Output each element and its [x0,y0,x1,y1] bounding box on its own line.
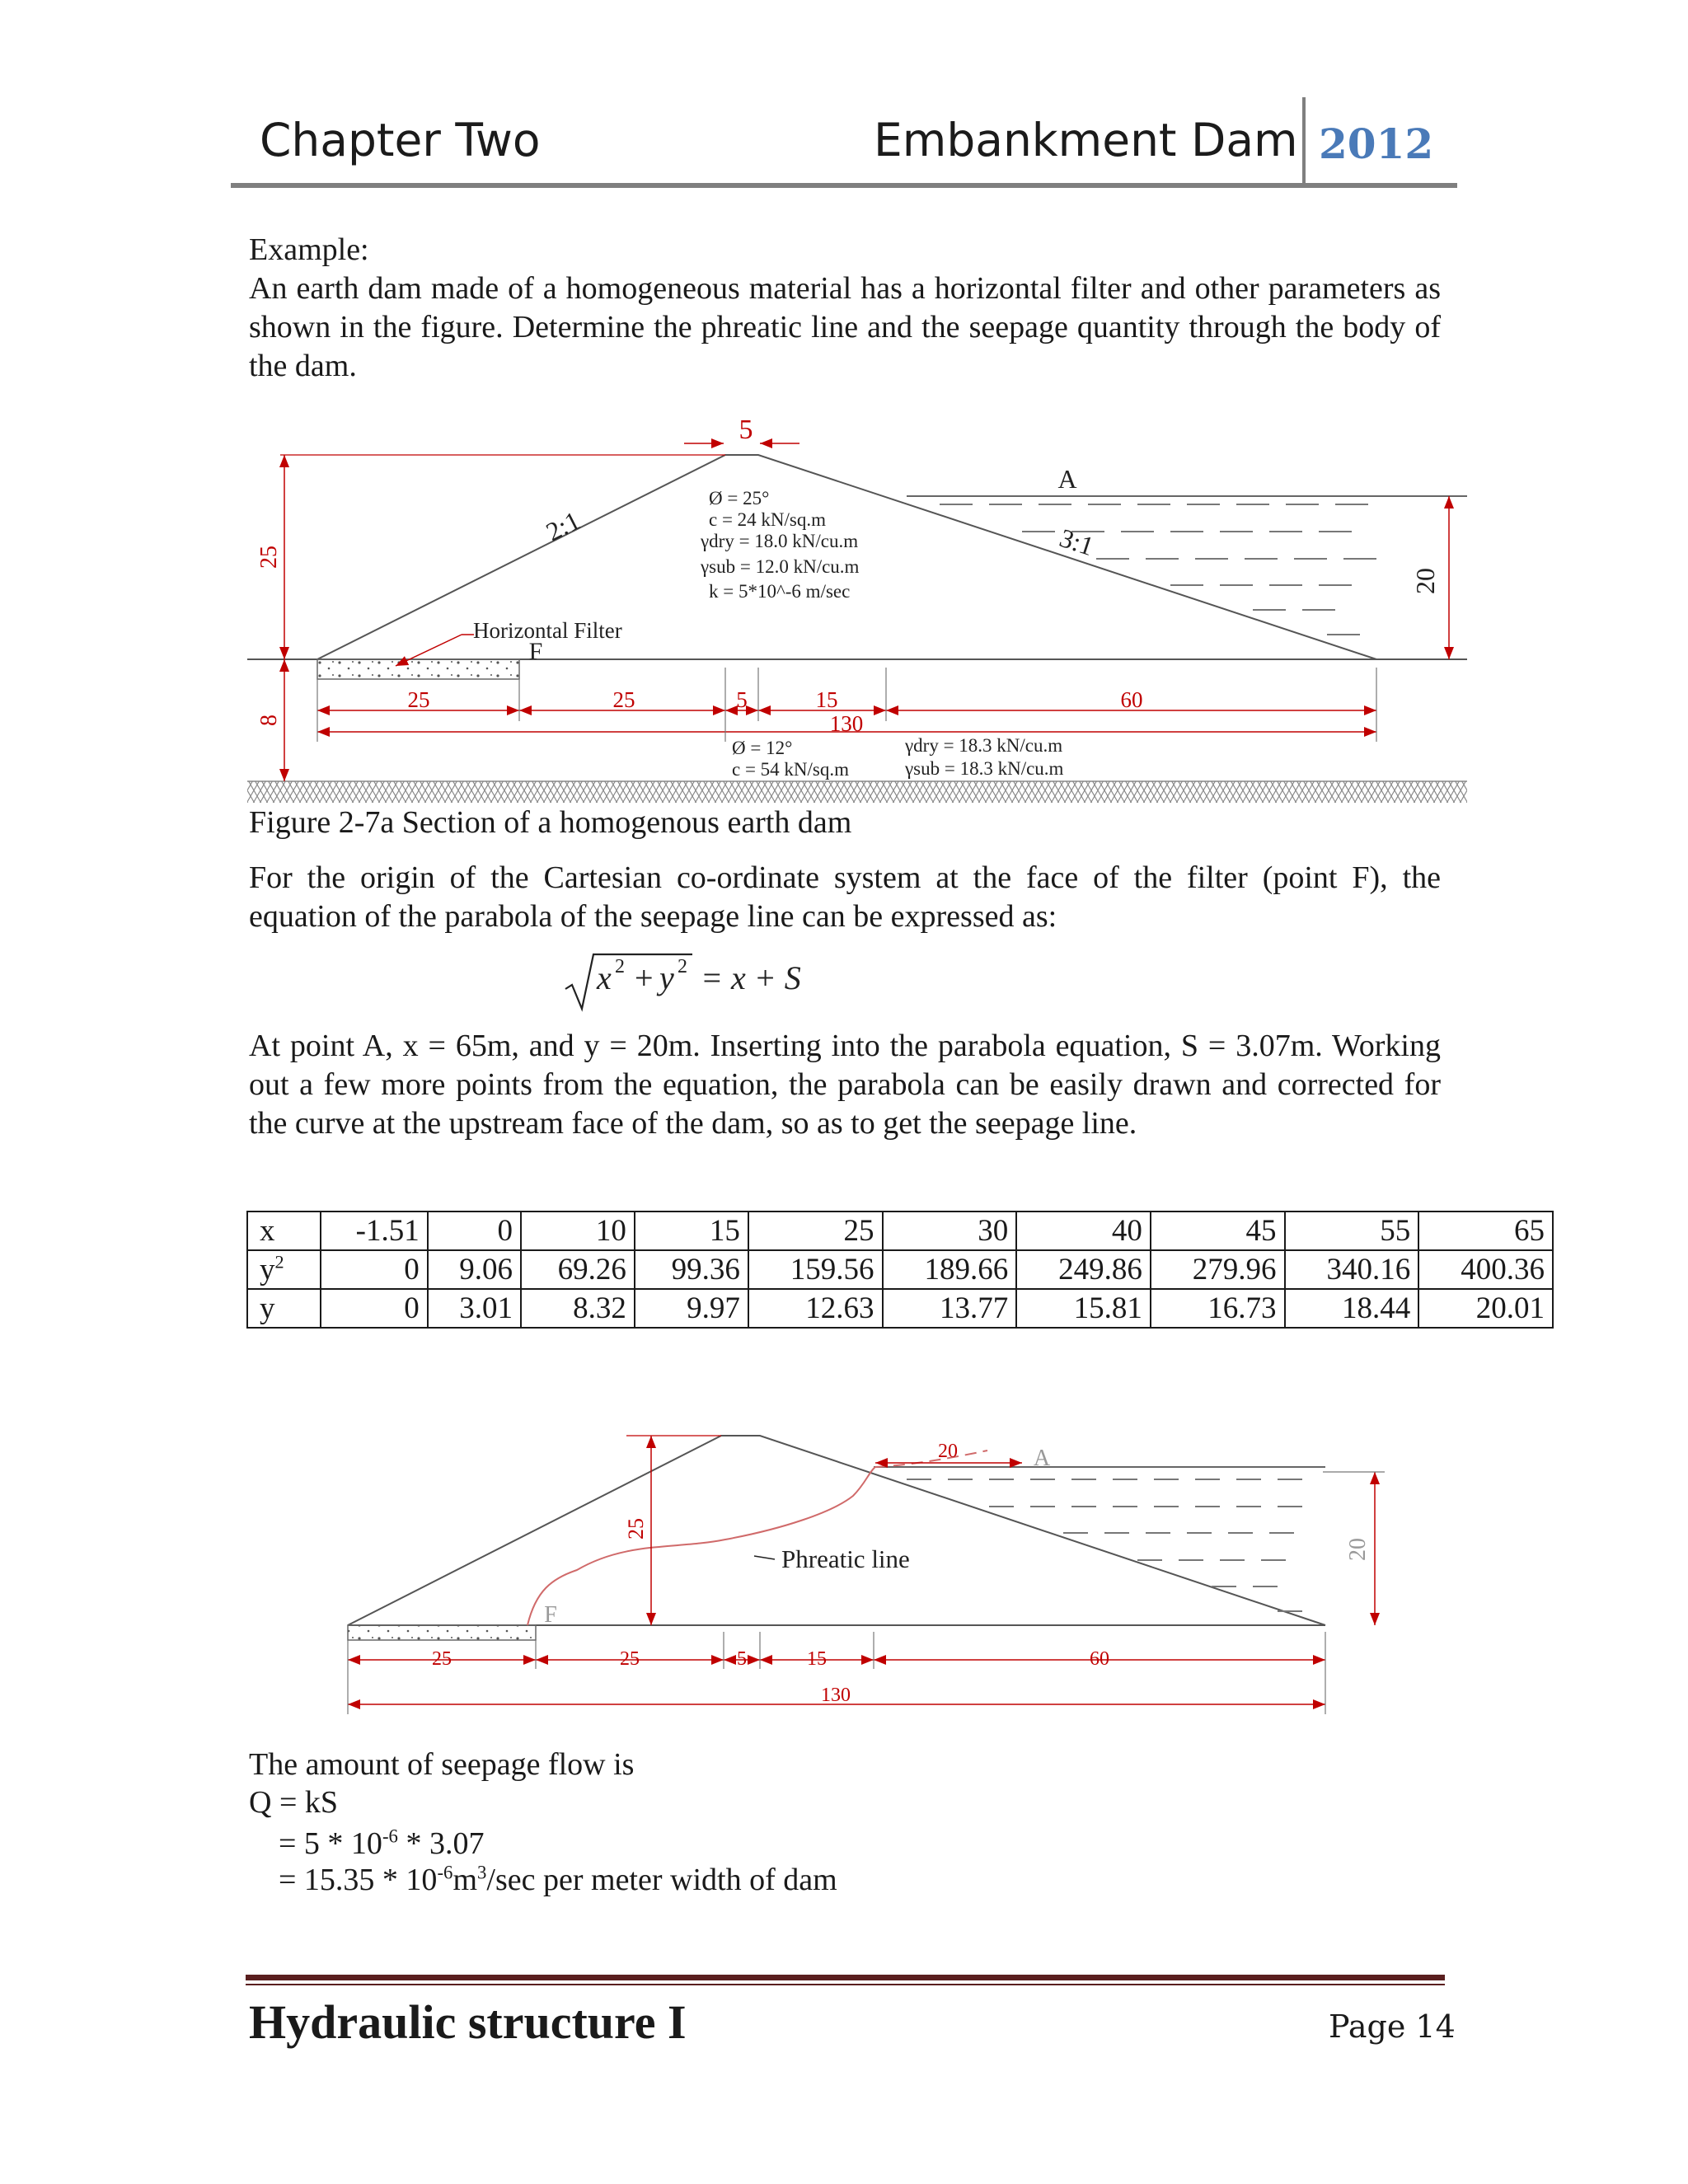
table-row: x -1.51 0 10 15 25 30 40 45 55 65 [247,1212,1553,1250]
dam-properties [700,488,860,602]
header-chapter: Chapter Two [260,114,541,166]
dam-height-label: 25 [256,546,282,569]
water-depth-label: 20 [1410,568,1440,594]
seepage-substitution: = $5 * 10^{-6} * 3.07$ [279,1825,485,1861]
fig2-dim-5-label: 5 [737,1648,747,1670]
parabola-equation [560,948,824,1014]
svg-text:x: x [597,959,612,996]
svg-text:= x + S: = x + S [701,959,801,996]
header-year: 2012 [1319,120,1434,168]
svg-text:γdry = 18.0 kN/cu.m: γdry = 18.0 kN/cu.m [701,531,859,551]
top-width-label: 5 [738,415,753,445]
fig2-point-a-label: A [1033,1446,1051,1471]
svg-text:y: y [659,959,674,996]
dim-5-label: 5 [736,687,748,712]
svg-text:c = 54 kN/sq.m: c = 54 kN/sq.m [732,759,850,780]
filter-label: Horizontal Filter [473,618,622,643]
filter-block [348,1625,536,1640]
page-number: Page 14 [1329,2008,1456,2045]
seepage-result: = $15.35 * 10^{-6}m^3/\sec$ per meter width of dam [279,1862,837,1897]
example-heading: Example: [249,232,369,267]
fig2-dim-25b-label: 25 [620,1648,640,1670]
origin-paragraph: For the origin of the Cartesian co-ordinate system at the face of the filter (point F), the equation of the parabola of the seepage line can be expressed as: [249,860,1441,934]
phreatic-line-label: Phreatic line [781,1544,910,1573]
row-label-x: x [247,1212,321,1250]
svg-text:c = 24 kN/sq.m: c = 24 kN/sq.m [709,509,827,530]
row-label-y2: $y^2$ [247,1250,321,1289]
table-row: $y^2$ 0 9.06 69.26 99.36 159.56 189.66 249.86 279.96 340.16 400.36 [247,1250,1553,1289]
footer-rule-thick [246,1975,1445,1980]
phreatic-line-figure [330,1418,1401,1722]
fig2-filter-point-label: F [544,1602,557,1628]
svg-text:γsub = 12.0 kN/cu.m: γsub = 12.0 kN/cu.m [701,556,860,577]
upstream-slope-label: 2:1 [541,504,585,547]
svg-text:2: 2 [678,956,687,977]
svg-text:γdry = 18.3 kN/cu.m: γdry = 18.3 kN/cu.m [905,735,1063,756]
dim-130-label: 130 [829,711,864,736]
svg-text:γsub = 18.3 kN/cu.m: γsub = 18.3 kN/cu.m [905,758,1064,779]
fig2-dim-60-label: 60 [1090,1648,1109,1670]
point-a-label: A [1057,464,1077,494]
header-subject: Embankment Dam [874,114,1298,166]
water-hatching [907,1479,1302,1611]
dim-25a-label: 25 [407,687,430,712]
table-row: y 0 3.01 8.32 9.97 12.63 13.77 15.81 16.73 18.44 20.01 [247,1289,1553,1328]
footer-rule-thin [246,1984,1445,1985]
svg-text:+: + [635,959,654,996]
svg-text:k = 5*10^-6 m/sec: k = 5*10^-6 m/sec [709,581,851,602]
filter-point-label: F [528,638,543,665]
row-label-y: y [247,1289,321,1328]
figure1-caption: Figure 2-7a Section of a homogenous earth dam [249,805,852,840]
svg-text:Ø = 25°: Ø = 25° [709,488,770,509]
fig2-dim-20-label: 20 [938,1441,958,1462]
point-a-paragraph: At point A, x = 65m, and y = 20m. Inserting into the parabola equation, S = 3.07m. Working out a few more points from the equation, the parabola can be easily drawn and corrected for the curve at the upstream face of the dam, so as to get the seepage line. [249,1029,1441,1141]
water-hatching [940,504,1376,635]
basic-parabola-dashed [875,1451,987,1467]
foundation-depth-label: 8 [256,715,282,726]
header-divider [1302,97,1306,185]
dim-15-label: 15 [815,687,838,712]
svg-text:2: 2 [615,956,625,977]
fig2-water-depth-label: 20 [1345,1538,1371,1561]
header-rule [231,183,1457,188]
fig2-dim-25a-label: 25 [432,1648,452,1670]
downstream-slope-label: 3:1 [1056,523,1098,561]
dim-60-label: 60 [1120,687,1143,712]
parabola-points-table [246,1211,1554,1329]
fig2-dim-15-label: 15 [807,1648,827,1670]
foundation-hatching [247,781,1467,803]
seepage-intro: The amount of seepage flow is [249,1747,635,1782]
svg-text:Ø = 12°: Ø = 12° [732,738,793,758]
horizontal-filter-block [317,659,519,679]
foundation-properties [732,735,1064,780]
fig2-dim-130-label: 130 [821,1685,851,1706]
fig2-dam-height-label: 25 [624,1518,648,1540]
footer-title: Hydraulic structure I [249,1995,687,2049]
dam-section-figure [239,412,1475,812]
dim-25b-label: 25 [612,687,635,712]
seepage-formula: Q = kS [249,1785,339,1820]
example-paragraph: An earth dam made of a homogeneous material has a horizontal filter and other parameters as shown in the figure. Determine the phreatic line and the seepage quantity through the body of the dam. [249,271,1441,383]
